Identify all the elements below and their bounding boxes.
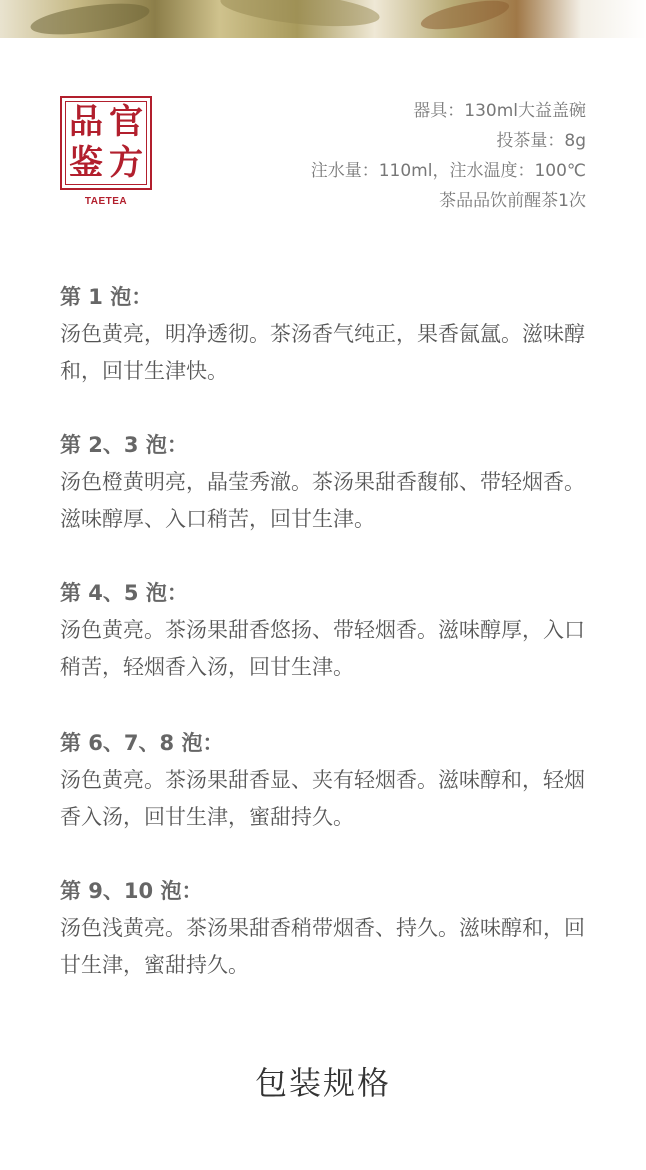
- steep-title: 第 1 泡：: [60, 285, 153, 309]
- steep-description: 汤色黄亮。茶汤果甜香显、夹有轻烟香。滋味醇和，轻烟香入汤，回甘生津，蜜甜持久。: [60, 768, 585, 829]
- steep-title: 第 9、10 泡：: [60, 879, 203, 903]
- spec-vessel: 器具：130ml大益盖碗: [413, 101, 586, 121]
- tea-leaves-photo: [0, 0, 646, 38]
- brand-seal-logo: [60, 96, 152, 190]
- steep-section: [60, 430, 590, 538]
- steep-description: 汤色浅黄亮。茶汤果甜香稍带烟香、持久。滋味醇和，回甘生津，蜜甜持久。: [60, 916, 585, 977]
- packaging-spec-heading: 包装规格: [254, 1064, 391, 1102]
- steep-section: [60, 578, 590, 686]
- steep-title: 第 4、5 泡：: [60, 581, 188, 605]
- spec-awakening: 茶品品饮前醒茶1次: [439, 191, 586, 211]
- steep-section: [60, 876, 590, 984]
- tea-leaf-shape: [29, 0, 151, 38]
- spec-tea-amount: 投茶量：8g: [496, 131, 586, 151]
- brewing-specs: [311, 96, 586, 216]
- spec-water: 注水量：110ml，注水温度：100℃: [310, 161, 586, 181]
- steep-description: 汤色黄亮。茶汤果甜香悠扬、带轻烟香。滋味醇厚，入口稍苦，轻烟香入汤，回甘生津。: [60, 618, 585, 679]
- tea-leaf-shape: [419, 0, 512, 35]
- brand-name: TAETEA: [84, 196, 128, 207]
- steep-description: 汤色黄亮，明净透彻。茶汤香气纯正，果香氤氲。滋味醇和，回甘生津快。: [60, 322, 585, 383]
- logo-char: 鉴: [69, 143, 103, 183]
- logo-char: 方: [109, 143, 143, 183]
- logo-char: 品: [69, 102, 103, 142]
- steep-section: [60, 728, 590, 836]
- steep-title: 第 6、7、8 泡：: [60, 731, 224, 755]
- steep-description: 汤色橙黄明亮，晶莹秀澈。茶汤果甜香馥郁、带轻烟香。滋味醇厚、入口稍苦，回甘生津。: [60, 470, 585, 531]
- steep-title: 第 2、3 泡：: [60, 433, 188, 457]
- steep-section: [60, 282, 590, 390]
- logo-char: 官: [109, 102, 143, 142]
- tea-leaf-shape: [219, 0, 381, 32]
